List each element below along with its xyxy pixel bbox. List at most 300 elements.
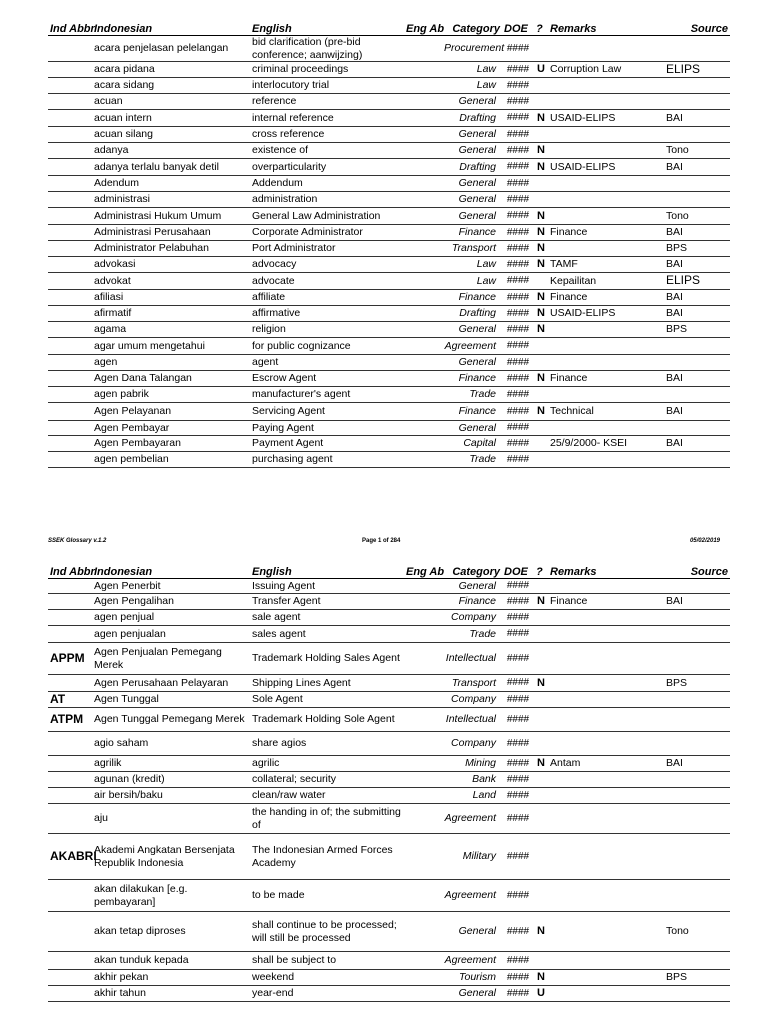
cell-category: Mining [442,756,502,772]
cell-source [664,732,730,756]
cell-abbr [48,772,92,788]
cell-indonesian: adanya [92,143,250,159]
col-header-remarks: Remarks [548,567,664,579]
cell-category: General [442,579,502,594]
cell-source: BAI [664,403,730,421]
cell-english: collateral; security [250,772,404,788]
cell-english: General Law Administration [250,208,404,225]
cell-indonesian: akan dilakukan [e.g. pembayaran] [92,880,250,912]
cell-doe: #### [502,986,534,1002]
cell-source: BAI [664,306,730,322]
cell-english: for public cognizance [250,338,404,355]
cell-doe: #### [502,436,534,452]
cell-english: to be made [250,880,404,912]
col-header-indonesian: Indonesian [92,24,250,36]
cell-abbr [48,436,92,452]
cell-remarks [548,355,664,371]
cell-category: General [442,176,502,192]
cell-doe: #### [502,834,534,880]
cell-remarks: Finance [548,594,664,610]
cell-abbr: ATPM [48,708,92,732]
cell-eng-abbr [404,371,442,387]
cell-indonesian: agar umum mengetahui [92,338,250,355]
table-row [48,594,730,610]
col-header-source: Source [664,567,730,579]
cell-question: N [534,225,548,241]
cell-category: Procurement [442,36,502,62]
cell-category: Company [442,610,502,626]
cell-english: Issuing Agent [250,579,404,594]
col-header-eng-abbr: Eng Ab [406,566,445,578]
cell-doe: #### [502,241,534,257]
cell-remarks [548,788,664,804]
cell-indonesian: Agen Pengalihan [92,594,250,610]
cell-remarks: Finance [548,225,664,241]
cell-doe: #### [502,36,534,62]
table-row [48,579,730,594]
cell-question [534,834,548,880]
cell-remarks [548,610,664,626]
table-row [48,675,730,692]
cell-eng-abbr [404,62,442,78]
cell-abbr: APPM [48,643,92,675]
cell-eng-abbr [404,804,442,834]
cell-question [534,643,548,675]
cell-doe: #### [502,579,534,594]
cell-remarks [548,970,664,986]
table-row [48,338,730,355]
cell-eng-abbr [404,788,442,804]
cell-english: purchasing agent [250,452,404,468]
cell-source: ELIPS [664,273,730,290]
table-row [48,257,730,273]
cell-category: Law [442,62,502,78]
table-row [48,306,730,322]
cell-question [534,610,548,626]
cell-english: Transfer Agent [250,594,404,610]
cell-source [664,610,730,626]
cell-indonesian: akhir tahun [92,986,250,1002]
cell-indonesian: Akademi Angkatan Bersenjata Republik Indonesia [92,834,250,880]
cell-eng-abbr [404,952,442,970]
cell-indonesian: agrilik [92,756,250,772]
cell-remarks: TAMF [548,257,664,273]
cell-remarks [548,912,664,952]
cell-eng-abbr [404,241,442,257]
cell-category: Law [442,273,502,290]
cell-doe: #### [502,912,534,952]
cell-abbr [48,110,92,127]
cell-doe: #### [502,643,534,675]
table-row [48,110,730,127]
cell-eng-abbr [404,176,442,192]
cell-abbr [48,306,92,322]
cell-category: General [442,143,502,159]
cell-doe: #### [502,338,534,355]
cell-source: BAI [664,110,730,127]
cell-question: U [534,986,548,1002]
cell-doe: #### [502,626,534,643]
col-header-eng-abbr: Eng Ab [406,23,445,35]
table-row [48,880,730,912]
cell-indonesian: administrasi [92,192,250,208]
cell-remarks [548,986,664,1002]
cell-remarks [548,626,664,643]
cell-indonesian: agunan (kredit) [92,772,250,788]
table-row [48,62,730,78]
table-row [48,834,730,880]
table-row [48,355,730,371]
cell-indonesian: advokasi [92,257,250,273]
cell-remarks [548,78,664,94]
cell-doe: #### [502,110,534,127]
cell-indonesian: acuan intern [92,110,250,127]
cell-category: Transport [442,675,502,692]
cell-eng-abbr [404,970,442,986]
cell-doe: #### [502,880,534,912]
col-header-doe: DOE [502,24,534,36]
cell-eng-abbr [404,387,442,403]
cell-source [664,626,730,643]
cell-english: manufacturer's agent [250,387,404,403]
cell-category: Drafting [442,159,502,176]
table-row [48,225,730,241]
cell-doe: #### [502,970,534,986]
table-row [48,290,730,306]
cell-question [534,626,548,643]
cell-indonesian: Agen Penjualan Pemegang Merek [92,643,250,675]
cell-remarks: Finance [548,290,664,306]
cell-question: N [534,257,548,273]
cell-english: Corporate Administrator [250,225,404,241]
cell-source [664,192,730,208]
col-header-abbr: Ind Abbr [50,566,95,578]
footer-document-title: SSEK Glossary v.1.2 [48,538,107,544]
cell-eng-abbr [404,452,442,468]
cell-english: year-end [250,986,404,1002]
col-header-english: English [250,567,404,579]
cell-eng-abbr [404,732,442,756]
cell-source [664,772,730,788]
cell-remarks: USAID-ELIPS [548,110,664,127]
cell-remarks [548,579,664,594]
cell-remarks: Antam [548,756,664,772]
page-footer [0,538,768,548]
cell-doe: #### [502,732,534,756]
cell-indonesian: akhir pekan [92,970,250,986]
cell-question: N [534,143,548,159]
cell-doe: #### [502,290,534,306]
cell-english: reference [250,94,404,110]
cell-abbr [48,387,92,403]
cell-indonesian: Agen Penerbit [92,579,250,594]
cell-abbr [48,159,92,176]
table-row [48,176,730,192]
cell-source: BAI [664,159,730,176]
cell-eng-abbr [404,579,442,594]
cell-remarks [548,421,664,436]
cell-doe: #### [502,208,534,225]
cell-category: Trade [442,452,502,468]
cell-english: shall continue to be processed; will still be processed [250,912,404,952]
cell-indonesian: acara penjelasan pelelangan [92,36,250,62]
table-row [48,403,730,421]
col-header-abbr: Ind Abbr [50,23,95,35]
cell-indonesian: agio saham [92,732,250,756]
cell-english: Shipping Lines Agent [250,675,404,692]
cell-indonesian: Agen Tunggal Pemegang Merek [92,708,250,732]
cell-abbr [48,594,92,610]
cell-remarks [548,94,664,110]
cell-doe: #### [502,594,534,610]
cell-source [664,94,730,110]
cell-eng-abbr [404,355,442,371]
cell-source [664,834,730,880]
cell-source [664,952,730,970]
cell-indonesian: Agen Dana Talangan [92,371,250,387]
cell-abbr [48,403,92,421]
cell-indonesian: agen pabrik [92,387,250,403]
cell-abbr [48,127,92,143]
cell-doe: #### [502,273,534,290]
table-header-row [48,24,730,36]
cell-english: internal reference [250,110,404,127]
cell-question [534,192,548,208]
cell-indonesian: acara sidang [92,78,250,94]
cell-indonesian: akan tunduk kepada [92,952,250,970]
cell-indonesian: agen [92,355,250,371]
cell-question [534,78,548,94]
cell-eng-abbr [404,36,442,62]
cell-remarks [548,952,664,970]
cell-eng-abbr [404,403,442,421]
cell-category: Finance [442,371,502,387]
col-header-category: Category [442,24,502,36]
cell-source [664,708,730,732]
cell-remarks [548,322,664,338]
cell-abbr [48,952,92,970]
cell-english: the handing in of; the submitting of [250,804,404,834]
cell-category: Intellectual [442,643,502,675]
cell-eng-abbr [404,675,442,692]
cell-indonesian: afirmatif [92,306,250,322]
cell-doe: #### [502,355,534,371]
table-row [48,127,730,143]
table-row [48,756,730,772]
cell-eng-abbr [404,421,442,436]
cell-eng-abbr [404,306,442,322]
cell-english: overparticularity [250,159,404,176]
cell-question [534,708,548,732]
cell-question [534,36,548,62]
cell-remarks [548,208,664,225]
cell-source: BAI [664,756,730,772]
cell-abbr [48,36,92,62]
cell-question: N [534,241,548,257]
table-row [48,772,730,788]
table-row [48,241,730,257]
cell-question [534,880,548,912]
cell-eng-abbr [404,610,442,626]
cell-indonesian: aju [92,804,250,834]
cell-english: affiliate [250,290,404,306]
cell-category: Transport [442,241,502,257]
cell-remarks: USAID-ELIPS [548,306,664,322]
cell-doe: #### [502,306,534,322]
cell-category: Finance [442,225,502,241]
col-header-indonesian: Indonesian [92,567,250,579]
cell-abbr [48,273,92,290]
cell-remarks: Finance [548,371,664,387]
cell-doe: #### [502,127,534,143]
cell-doe: #### [502,225,534,241]
table-row [48,804,730,834]
cell-source: Tono [664,912,730,952]
cell-indonesian: afiliasi [92,290,250,306]
cell-eng-abbr [404,127,442,143]
cell-category: General [442,421,502,436]
cell-remarks [548,675,664,692]
cell-eng-abbr [404,643,442,675]
table-row [48,94,730,110]
cell-source [664,36,730,62]
cell-source [664,579,730,594]
cell-remarks [548,36,664,62]
table-row [48,143,730,159]
cell-abbr [48,452,92,468]
cell-category: Capital [442,436,502,452]
cell-abbr [48,143,92,159]
cell-doe: #### [502,257,534,273]
cell-remarks [548,804,664,834]
cell-english: The Indonesian Armed Forces Academy [250,834,404,880]
cell-source: ELIPS [664,62,730,78]
cell-abbr [48,241,92,257]
cell-doe: #### [502,159,534,176]
cell-category: General [442,127,502,143]
cell-question: N [534,594,548,610]
table-row [48,912,730,952]
cell-question [534,952,548,970]
cell-category: Bank [442,772,502,788]
cell-english: Sole Agent [250,692,404,708]
cell-remarks [548,834,664,880]
cell-doe: #### [502,952,534,970]
cell-abbr: AKABRI [48,834,92,880]
glossary-table-2 [48,567,730,1002]
cell-remarks [548,772,664,788]
cell-source [664,804,730,834]
cell-eng-abbr [404,436,442,452]
cell-category: Intellectual [442,708,502,732]
cell-remarks [548,176,664,192]
table-row [48,708,730,732]
cell-indonesian: Agen Pembayaran [92,436,250,452]
cell-abbr [48,257,92,273]
cell-indonesian: Agen Tunggal [92,692,250,708]
cell-eng-abbr [404,912,442,952]
cell-english: Port Administrator [250,241,404,257]
cell-indonesian: advokat [92,273,250,290]
cell-category: General [442,208,502,225]
cell-question [534,176,548,192]
cell-source [664,338,730,355]
cell-doe: #### [502,78,534,94]
cell-abbr [48,610,92,626]
cell-source [664,452,730,468]
cell-indonesian: Administrasi Perusahaan [92,225,250,241]
col-header-category: Category [442,567,502,579]
table-row [48,452,730,468]
cell-abbr [48,355,92,371]
cell-abbr [48,986,92,1002]
cell-category: Trade [442,626,502,643]
cell-category: General [442,986,502,1002]
table-row [48,952,730,970]
cell-english: existence of [250,143,404,159]
cell-eng-abbr [404,338,442,355]
cell-doe: #### [502,675,534,692]
cell-doe: #### [502,708,534,732]
cell-source: BPS [664,241,730,257]
cell-eng-abbr [404,708,442,732]
cell-remarks [548,880,664,912]
cell-eng-abbr [404,192,442,208]
cell-question: N [534,306,548,322]
cell-question [534,338,548,355]
cell-category: Finance [442,594,502,610]
cell-category: Tourism [442,970,502,986]
cell-source [664,421,730,436]
cell-doe: #### [502,452,534,468]
cell-english: religion [250,322,404,338]
cell-question [534,732,548,756]
cell-remarks [548,452,664,468]
cell-doe: #### [502,788,534,804]
cell-source: BAI [664,225,730,241]
cell-indonesian: agama [92,322,250,338]
cell-category: General [442,192,502,208]
cell-category: Company [442,732,502,756]
footer-page-number: Page 1 of 284 [362,538,401,544]
cell-question [534,436,548,452]
cell-abbr [48,421,92,436]
cell-category: Finance [442,403,502,421]
cell-question [534,94,548,110]
cell-english: Addendum [250,176,404,192]
cell-remarks: 25/9/2000- KSEI [548,436,664,452]
cell-question [534,788,548,804]
cell-doe: #### [502,176,534,192]
table-row [48,970,730,986]
cell-english: advocate [250,273,404,290]
cell-eng-abbr [404,257,442,273]
cell-category: Law [442,78,502,94]
cell-remarks [548,708,664,732]
cell-abbr [48,338,92,355]
cell-english: Payment Agent [250,436,404,452]
cell-question [534,772,548,788]
cell-english: affirmative [250,306,404,322]
cell-indonesian: Adendum [92,176,250,192]
cell-remarks [548,192,664,208]
cell-remarks [548,241,664,257]
cell-question: U [534,62,548,78]
cell-english: bid clarification (pre-bid conference; aanwijzing) [250,36,404,62]
col-header-question: ? [534,24,548,36]
cell-indonesian: Agen Perusahaan Pelayaran [92,675,250,692]
cell-source [664,78,730,94]
